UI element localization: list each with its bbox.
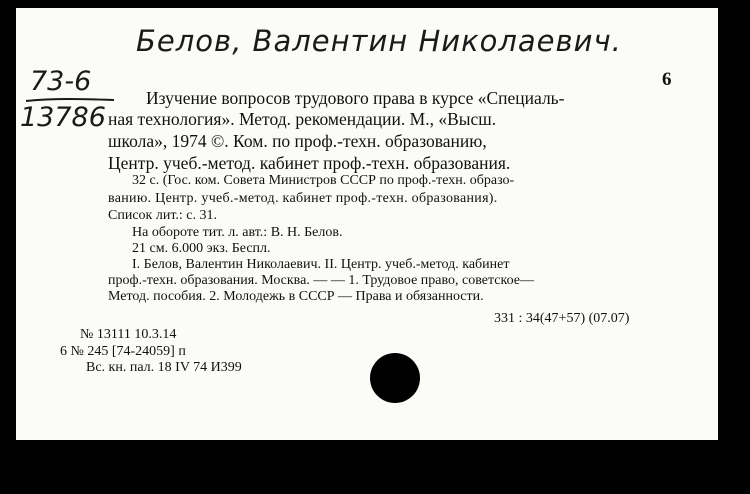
title-line-2: ная технология». Метод. рекомендации. М., «Высш. (108, 109, 497, 129)
footer-line-2: 6 № 245 [74-24059] п (60, 344, 186, 359)
collation-line-1: 32 с. (Гос. ком. Совета Министров СССР по проф.-техн. образо- (132, 173, 515, 188)
note-line-2: 21 см. 6.000 экз. Беспл. (132, 241, 271, 256)
card-number: 6 (662, 69, 672, 90)
tracing-line-1: I. Белов, Валентин Николаевич. II. Центр. учеб.-метод. кабинет (132, 257, 510, 272)
note-line-1: На обороте тит. л. авт.: В. Н. Белов. (132, 225, 343, 240)
punch-hole (370, 353, 420, 403)
title-line-3: школа», 1974 ©. Ком. по проф.-техн. образованию, (108, 131, 487, 151)
handwritten-inventory-number: 13786 (20, 102, 106, 133)
title-line-4: Центр. учеб.-метод. кабинет проф.-техн. образования. (108, 153, 511, 173)
tracing-line-3: Метод. пособия. 2. Молодежь в СССР — Права и обязанности. (108, 289, 484, 304)
collation-line-3: Список лит.: с. 31. (108, 208, 217, 223)
footer-line-3: Вс. кн. пал. 18 IV 74 И399 (86, 360, 242, 375)
collation-line-2: ванию. Центр. учеб.-метод. кабинет проф.-техн. образования). (108, 191, 498, 206)
footer-line-1: № 13111 10.3.14 (80, 327, 177, 342)
tracing-line-2: проф.-техн. образования. Москва. — — 1. Трудовое право, советское— (108, 273, 534, 288)
handwritten-author-heading: Белов, Валентин Николаевич. (136, 24, 622, 58)
classification-index: 331 : 34(47+57) (07.07) (494, 311, 630, 326)
handwritten-shelf-mark: 73-6 (30, 66, 92, 97)
catalog-card (16, 8, 718, 440)
title-line-1: Изучение вопросов трудового права в курсе «Специаль- (146, 88, 565, 108)
